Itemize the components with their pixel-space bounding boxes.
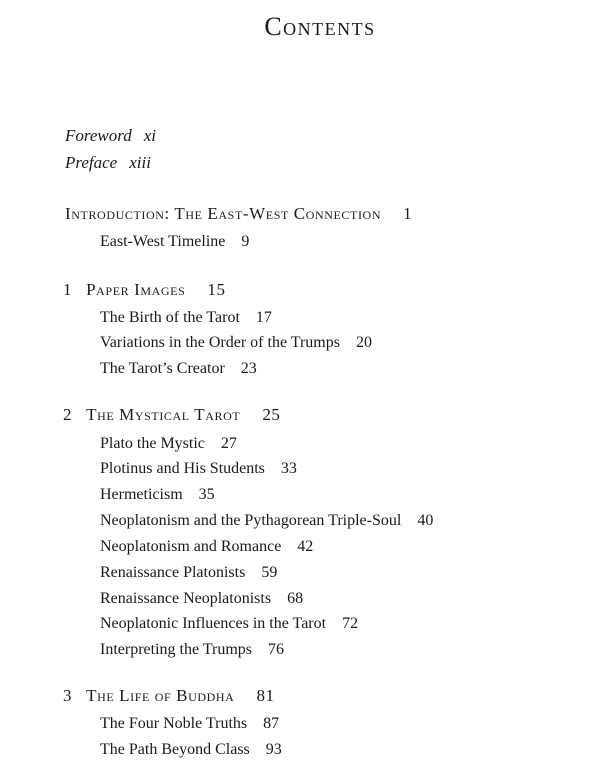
entry-label: Renaissance Platonists (100, 564, 246, 581)
entry-label: Plotinus and His Students (100, 460, 265, 477)
entry-renaissance-platonists[interactable] (100, 564, 277, 582)
chapter-label: Paper Images (86, 280, 186, 299)
entry-page: 93 (265, 741, 282, 758)
entry-neoplatonism-pythagorean[interactable] (100, 512, 433, 530)
chapter-label: Introduction: The East-West Connection (65, 204, 382, 223)
entry-interpreting-trumps[interactable] (100, 641, 284, 659)
entry-tarots-creator[interactable] (100, 360, 257, 378)
entry-neoplatonism-romance[interactable] (100, 538, 313, 556)
entry-label: Neoplatonism and the Pythagorean Triple-Soul (100, 512, 402, 529)
entry-label: The Path Beyond Class (100, 741, 250, 758)
entry-page: 42 (297, 538, 314, 555)
chapter-page: 81 (256, 686, 275, 705)
entry-label: Plato the Mystic (100, 435, 205, 452)
chapter-number: 1 (63, 280, 73, 299)
entry-page: 40 (417, 512, 434, 529)
entry-label: Hermeticism (100, 486, 183, 503)
entry-page: xi (143, 126, 157, 145)
entry-neoplatonic-influences[interactable] (100, 615, 358, 633)
chapter-page: 1 (403, 204, 413, 223)
page-title: Contents (264, 12, 376, 41)
entry-label: Renaissance Neoplatonists (100, 590, 272, 607)
entry-page: 35 (198, 486, 215, 503)
entry-label: Preface (65, 153, 118, 172)
entry-four-noble-truths[interactable] (100, 715, 279, 733)
entry-east-west-timeline[interactable] (100, 233, 249, 251)
entry-label: Neoplatonic Influences in the Tarot (100, 615, 327, 632)
entry-page: 20 (355, 334, 372, 351)
entry-page: 87 (263, 715, 280, 732)
entry-page: 68 (287, 590, 304, 607)
chapter-number: 2 (63, 405, 73, 424)
entry-label: Neoplatonism and Romance (100, 538, 282, 555)
front-matter-foreword[interactable] (65, 126, 156, 146)
entry-page: 59 (261, 564, 278, 581)
chapter-1[interactable] (63, 280, 226, 300)
chapter-label: The Mystical Tarot (86, 405, 241, 424)
entry-label: The Tarot’s Creator (100, 360, 225, 377)
entry-page: 33 (280, 460, 297, 477)
chapter-3[interactable] (63, 686, 275, 706)
entry-label: Foreword (65, 126, 132, 145)
entry-label: Interpreting the Trumps (100, 641, 252, 658)
entry-page: 76 (268, 641, 284, 658)
entry-variations-order-trumps[interactable] (100, 334, 372, 352)
entry-plato-the-mystic[interactable] (100, 435, 237, 453)
entry-plotinus-students[interactable] (100, 460, 297, 478)
entry-renaissance-neoplatonists[interactable] (100, 590, 303, 608)
front-matter-preface[interactable] (65, 153, 151, 173)
entry-page: 27 (220, 435, 237, 452)
chapter-page: 25 (262, 405, 281, 424)
entry-path-beyond-class[interactable] (100, 741, 282, 759)
entry-page: 17 (255, 309, 272, 326)
entry-page: 72 (342, 615, 359, 632)
entry-page: 9 (241, 233, 250, 250)
entry-birth-of-tarot[interactable] (100, 309, 272, 327)
chapter-number: 3 (63, 686, 73, 705)
entry-hermeticism[interactable] (100, 486, 215, 504)
chapter-introduction[interactable] (65, 204, 412, 224)
chapter-label: The Life of Buddha (86, 686, 235, 705)
entry-label: The Four Noble Truths (100, 715, 248, 732)
chapter-2[interactable] (63, 405, 281, 425)
entry-label: Variations in the Order of the Trumps (100, 334, 340, 351)
entry-page: xiii (129, 153, 151, 172)
entry-label: East-West Timeline (100, 233, 226, 250)
entry-page: 23 (240, 360, 257, 377)
chapter-page: 15 (207, 280, 226, 299)
entry-label: The Birth of the Tarot (100, 309, 240, 326)
